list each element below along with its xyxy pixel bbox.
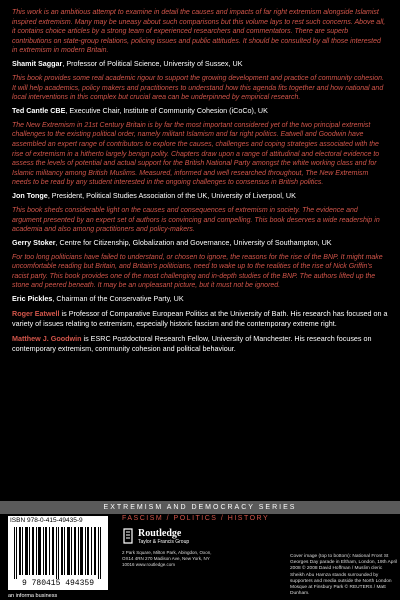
reviewer-name: Shamit Saggar (12, 58, 63, 68)
author-bio-text: is ESRC Postdoctoral Research Fellow, University of Manchester. His research focuses on contemporary extremism, community cohesion and political behaviour. (12, 334, 372, 353)
review-attribution (12, 59, 388, 68)
back-cover-footer (0, 514, 400, 600)
cover-image-caption: Cover image (top to bottom): National Front St Georges Day parade in Eltham, London, 19th April 2008 © 2008 David Hoffman / Muslim cleric Sheikh Abu Hamza stands surrounded by supporters and media outside the North London Mosque at Finsbury Park © REUTERS / Matt Dunham. (290, 554, 398, 597)
reviewer-name: Gerry Stoker (12, 237, 56, 247)
informa-business-label: an informa business (8, 593, 58, 599)
review-block (12, 253, 388, 303)
review-quote: This book provides some real academic rigour to support the growing development and practice of community cohesion. It will help academics, policy makers and practitioners to understand how this agenda fits together and how national and local interventions in this complex but crucial area can be underpinned by empirical research. (12, 74, 384, 102)
publisher-name: Routledge (138, 528, 182, 539)
reviewer-role: , Chairman of the Conservative Party, UK (52, 294, 184, 304)
author-name: Roger Eatwell (12, 309, 60, 319)
review-block (12, 74, 388, 115)
review-quote: For too long politicians have failed to understand, or chosen to ignore, the reasons for the rise of the BNP. It might make uncomfortable reading but Britain, and Britain's politicians, need to wake up to the realities of the rise of Nick Griffin's racist party. This book provides one of the most challenging and in-depth studies of the BNP. The authors lifted up the stone and peered beneath. It may be an unpleasant picture, but it must not be ignored. (12, 253, 383, 290)
review-block (12, 206, 388, 247)
author-bio (12, 334, 388, 353)
reviewer-name: Ted Cantle CBE (12, 105, 66, 115)
reviewer-role: , Executive Chair, Institute of Community Cohesion (iCoCo), UK (65, 105, 268, 115)
reviewer-name: Eric Pickles (12, 294, 53, 304)
review-quote: This work is an ambitious attempt to examine in detail the causes and impacts of far right extremism alongside Islamist inspired extremism. Many may be uneasy about such comparisons but this volume lays to rest such concerns. Above all, it contains choice articles by a strong team of experienced researchers and commentators. There are superb contributions on state-group relations, policing issues and public attitudes. It should be consulted by all those interested in extremism in modern Britain. (12, 9, 386, 55)
isbn-label: ISBN 978-0-415-49435-9 (10, 517, 83, 524)
review-attribution (12, 106, 388, 115)
review-quote: The New Extremism in 21st Century Britain is by far the most important considered yet of the two principal extremist challenges to the existing political order, namely militant Islamism and far right politics. Eatwell and Goodwin have assembled an expert range of contributors to explore the causes, challenges and coping strategies associated with the rise of extremism in a hitherto largely benign polity. Chapters draw upon a range of attitudinal and electoral evidence to assess the levels of potential and actual support for the British National Party amongst the white working class and for Islamic militancy among British Muslims. Measured, informed and well researched throughout, The New Extremism needs to be read by any student interested in the ongoing challenges to consensus in British politics. (12, 121, 380, 187)
review-quote: This book sheds considerable light on the causes and consequences of extremism in society. The evidence and argument presented by an expert set of authors is convincing and compelling. This book deserves a wide readership in academia and also among practitioners and policy-makers. (12, 206, 380, 234)
routledge-logo-icon (122, 528, 134, 544)
review-attribution (12, 191, 388, 200)
author-bio-text: is Professor of Comparative European Politics at the University of Bath. His research has focused on a variety of issues relating to extremism, especially historic fascism and the contemporary extreme right. (12, 309, 388, 328)
isbn-barcode-box (8, 516, 108, 590)
reviewer-role: , President, Political Studies Association of the UK, University of Liverpool, UK (47, 190, 296, 200)
topic-list: FASCISM / POLITICS / HISTORY (122, 515, 270, 522)
author-bio (12, 309, 388, 328)
barcode-digits: 9 780415 494359 (21, 579, 94, 588)
reviewer-role: , Centre for Citizenship, Globalization and Governance, University of Southampton, UK (55, 237, 332, 247)
review-attribution (12, 238, 388, 247)
publisher-group: Taylor & Francis Group (138, 539, 190, 545)
back-cover-content (12, 8, 388, 359)
reviewer-name: Jon Tonge (12, 190, 48, 200)
author-name: Matthew J. Goodwin (12, 334, 82, 344)
reviewer-role: , Professor of Political Science, University of Sussex, UK (62, 58, 243, 68)
series-title-bar: EXTREMISM AND DEMOCRACY SERIES (0, 501, 400, 514)
review-block (12, 121, 388, 200)
review-block (12, 8, 388, 68)
publisher-address: 2 Park Square, Milton Park, Abingdon, Oxon, OX14 4RN 270 Madison Ave, New York, NY 10016 www.routledge.com (122, 550, 212, 567)
review-attribution (12, 294, 388, 303)
barcode-icon (12, 527, 104, 579)
